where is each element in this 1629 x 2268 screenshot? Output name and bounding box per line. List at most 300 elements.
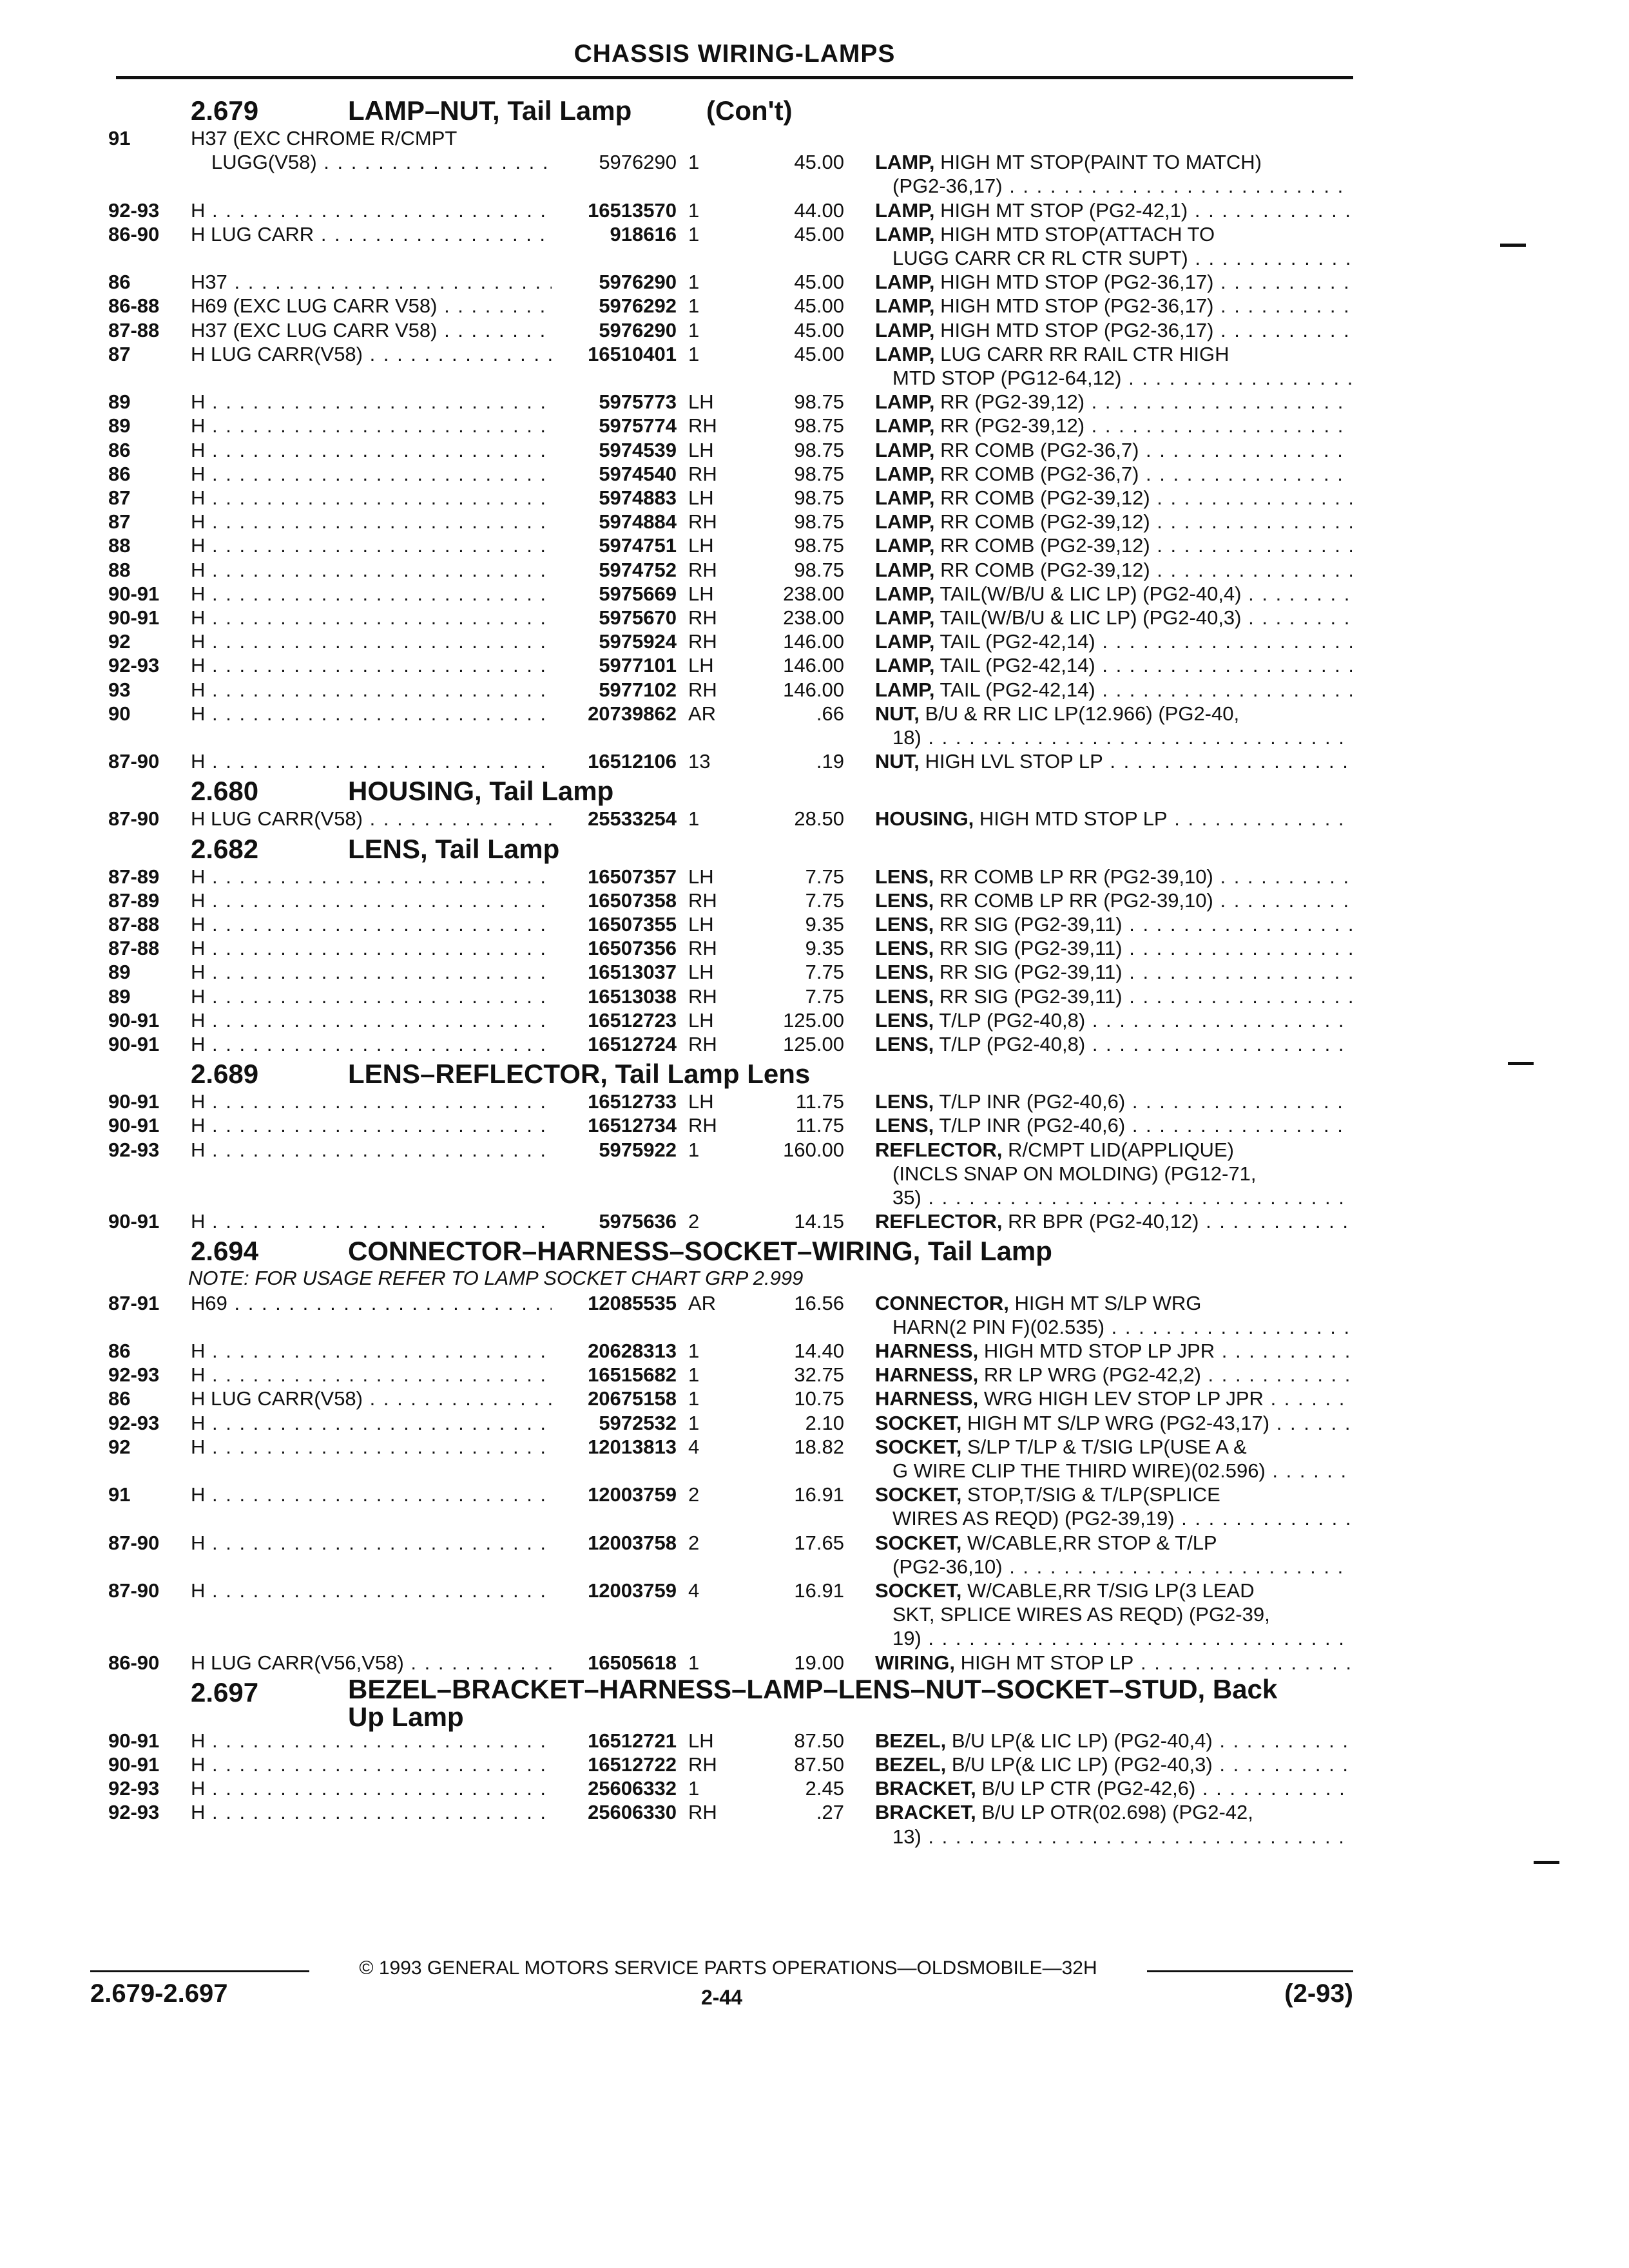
model-code: H LUG CARR(V58) . . .	[191, 342, 552, 366]
model-years: 90-91	[108, 1033, 160, 1055]
model-code: H . . .	[191, 1339, 552, 1363]
description-text: W/CABLE,RR T/SIG LP(3 LEAD	[967, 1579, 1255, 1602]
description-text: R/CMPT LID(APPLIQUE)	[1008, 1138, 1234, 1161]
description-text: RR SIG (PG2-39,11)	[939, 913, 1123, 936]
part-row	[0, 678, 1629, 702]
model-years: 87-91	[108, 1291, 160, 1314]
quantity: 1	[688, 1363, 700, 1387]
description-text: T/LP INR (PG2-40,6)	[939, 1090, 1126, 1113]
description-text: RR COMB (PG2-39,12)	[940, 558, 1150, 581]
quantity: RH	[688, 1753, 717, 1776]
part-number: 5975636	[599, 1210, 677, 1233]
model-years: 88	[108, 534, 131, 557]
price: 98.75	[794, 414, 844, 437]
part-row	[0, 889, 1629, 912]
part-row	[0, 558, 1629, 582]
quantity: RH	[688, 1801, 717, 1824]
description-noun: LAMP,	[875, 630, 935, 653]
description-noun: LENS,	[875, 1008, 934, 1032]
title-rule	[116, 76, 1353, 79]
quantity: 1	[688, 271, 700, 294]
description-text: T/LP (PG2-40,8)	[939, 1008, 1086, 1032]
description-text: HIGH MT STOP(PAINT TO MATCH)	[940, 151, 1262, 174]
part-row	[0, 533, 1629, 557]
part-row	[0, 1435, 1629, 1459]
quantity: RH	[688, 678, 717, 701]
part-row	[0, 807, 1629, 831]
description	[875, 270, 1352, 294]
model-years: 90-91	[108, 1090, 160, 1113]
description-noun: HARNESS,	[875, 1340, 979, 1362]
price: 45.00	[794, 222, 844, 245]
model-code-continued: LUGG(V58) . . .	[211, 150, 546, 174]
model-years: 91	[108, 127, 131, 149]
description-noun: LAMP,	[875, 654, 935, 677]
description-continued: WIRES AS REQD) (PG2-39,19) . . .	[892, 1506, 1352, 1530]
model-years: 86	[108, 1340, 131, 1362]
quantity: LH	[688, 1090, 714, 1113]
part-number: 20675158	[588, 1387, 677, 1410]
model-code: H . . .	[191, 678, 552, 702]
model-years: 87-88	[108, 937, 160, 960]
description-noun: LAMP,	[875, 222, 935, 245]
description	[875, 198, 1352, 222]
description-text: RR COMB (PG2-36,7)	[940, 438, 1139, 461]
price: 18.82	[794, 1435, 844, 1458]
part-number: 5975774	[599, 414, 677, 437]
section-note: NOTE: FOR USAGE REFER TO LAMP SOCKET CHART GRP 2.999	[188, 1267, 804, 1290]
model-years: 87-88	[108, 318, 160, 341]
description-continued: (PG2-36,10) . . .	[892, 1555, 1352, 1579]
quantity: RH	[688, 414, 717, 437]
model-years: 92-93	[108, 1801, 160, 1824]
model-code: H . . .	[191, 1729, 552, 1753]
description-continued: SKT, SPLICE WIRES AS REQD) (PG2-39,	[892, 1603, 1270, 1626]
part-row	[0, 1387, 1629, 1410]
model-years: 89	[108, 390, 131, 414]
description-noun: BRACKET,	[875, 1777, 976, 1800]
model-code: H69 . . .	[191, 1291, 552, 1315]
model-code: H . . .	[191, 1435, 552, 1459]
description-noun: LENS,	[875, 961, 934, 984]
model-years: 92-93	[108, 654, 160, 677]
model-years: 90-91	[108, 606, 160, 629]
section-title-line2: Up Lamp	[348, 1701, 464, 1732]
description	[875, 414, 1352, 437]
price: 98.75	[794, 558, 844, 581]
part-row	[0, 865, 1629, 889]
description-noun: LENS,	[875, 985, 934, 1008]
description	[875, 1776, 1352, 1800]
price: 11.75	[795, 1114, 844, 1137]
section-continued: (Con't)	[706, 95, 793, 126]
price: 45.00	[794, 151, 844, 174]
part-row	[0, 1363, 1629, 1387]
description	[875, 1291, 1352, 1315]
description-noun: BRACKET,	[875, 1801, 976, 1824]
description	[875, 865, 1352, 889]
price: 98.75	[794, 534, 844, 557]
description-noun: LAMP,	[875, 198, 935, 222]
description-noun: LAMP,	[875, 318, 935, 341]
quantity: LH	[688, 865, 714, 888]
part-row	[0, 1291, 1629, 1315]
model-years: 88	[108, 558, 131, 581]
part-number: 16515682	[588, 1363, 677, 1387]
description-noun: BEZEL,	[875, 1753, 947, 1776]
description-continued: 13) . . .	[892, 1825, 1352, 1849]
section-number: 2.689	[191, 1059, 259, 1090]
description-text: W/CABLE,RR STOP & T/LP	[967, 1531, 1217, 1554]
description	[875, 985, 1352, 1008]
description	[875, 1483, 1352, 1506]
description-text: HIGH MTD STOP (PG2-36,17)	[940, 318, 1214, 341]
description-text: HIGH MTD STOP LP JPR	[983, 1340, 1215, 1362]
description-text: HIGH MT S/LP WRG	[1014, 1291, 1202, 1314]
description-text: TAIL(W/B/U & LIC LP) (PG2-40,4)	[940, 582, 1242, 605]
description	[875, 1090, 1352, 1113]
description-noun: SOCKET,	[875, 1483, 962, 1506]
model-code: H . . .	[191, 1113, 552, 1137]
part-row	[0, 1411, 1629, 1435]
description	[875, 629, 1352, 653]
model-years: 90	[108, 702, 131, 725]
model-code: H . . .	[191, 1753, 552, 1776]
model-years: 86-90	[108, 1651, 160, 1674]
part-number: 16507357	[588, 865, 677, 888]
model-code: H . . .	[191, 1090, 552, 1113]
description-text: HIGH MTD STOP(ATTACH TO	[940, 222, 1215, 245]
description-noun: REFLECTOR,	[875, 1138, 1003, 1161]
description-text: T/LP INR (PG2-40,6)	[939, 1114, 1126, 1137]
model-code: H . . .	[191, 533, 552, 557]
description-text: B/U LP(& LIC LP) (PG2-40,3)	[951, 1753, 1213, 1776]
description-noun: LAMP,	[875, 558, 935, 581]
model-code: H . . .	[191, 1008, 552, 1032]
description	[875, 438, 1352, 462]
model-years: 87-90	[108, 1531, 160, 1554]
part-number: 5974752	[599, 558, 677, 581]
footer-copyright: © 1993 GENERAL MOTORS SERVICE PARTS OPERATIONS—OLDSMOBILE—32H	[359, 1957, 1097, 1979]
part-number: 25533254	[588, 807, 677, 831]
price: 11.75	[795, 1090, 844, 1113]
price: 14.40	[794, 1340, 844, 1362]
description	[875, 678, 1352, 702]
part-number: 16512724	[588, 1033, 677, 1055]
section-number: 2.680	[191, 776, 259, 807]
description-text: B/U LP CTR (PG2-42,6)	[981, 1777, 1196, 1800]
description-text: RR (PG2-39,12)	[940, 414, 1085, 437]
model-years: 90-91	[108, 1008, 160, 1032]
price: 2.10	[805, 1411, 844, 1434]
price: 45.00	[794, 318, 844, 341]
price: 7.75	[805, 961, 844, 984]
price: 98.75	[794, 390, 844, 414]
description	[875, 1651, 1352, 1675]
description-noun: LAMP,	[875, 151, 935, 174]
part-number: 16507356	[588, 937, 677, 960]
part-row	[0, 1776, 1629, 1800]
quantity: RH	[688, 630, 717, 653]
model-years: 92-93	[108, 1777, 160, 1800]
part-row	[0, 222, 1629, 246]
part-number: 16510401	[588, 342, 677, 365]
description	[875, 1008, 1352, 1032]
model-code: H . . .	[191, 1411, 552, 1435]
part-row	[0, 1483, 1629, 1506]
model-code: H . . .	[191, 629, 552, 653]
part-number: 16512733	[588, 1090, 677, 1113]
model-code: H . . .	[191, 486, 552, 510]
model-code: H . . .	[191, 653, 552, 677]
quantity: LH	[688, 1008, 714, 1032]
model-years: 86	[108, 1387, 131, 1410]
part-number: 16513570	[588, 198, 677, 222]
description	[875, 1138, 1352, 1162]
model-code: H . . .	[191, 1579, 552, 1602]
description-noun: HOUSING,	[875, 807, 974, 831]
description	[875, 582, 1352, 606]
description	[875, 1387, 1352, 1410]
description	[875, 390, 1352, 414]
description	[875, 1435, 1352, 1459]
quantity: RH	[688, 1033, 717, 1055]
price: 16.91	[794, 1483, 844, 1506]
description-continued: MTD STOP (PG12-64,12) . . .	[892, 366, 1352, 390]
part-row	[0, 126, 1629, 150]
description-text: TAIL (PG2-42,14)	[940, 654, 1095, 677]
model-years: 87	[108, 510, 131, 533]
description-continued: LUGG CARR CR RL CTR SUPT) . . .	[892, 246, 1352, 270]
price: 45.00	[794, 294, 844, 318]
description-text: S/LP T/LP & T/SIG LP(USE A &	[967, 1435, 1247, 1458]
model-code: H69 (EXC LUG CARR V58) . . .	[191, 294, 552, 318]
part-number: 16512723	[588, 1008, 677, 1032]
model-years: 90-91	[108, 582, 160, 605]
part-row	[0, 1651, 1629, 1675]
model-years: 92	[108, 630, 131, 653]
description-text: RR SIG (PG2-39,11)	[939, 961, 1123, 984]
part-number: 25606330	[588, 1801, 677, 1824]
part-row	[0, 438, 1629, 462]
description-continued: (INCLS SNAP ON MOLDING) (PG12-71,	[892, 1162, 1257, 1185]
quantity: 1	[688, 318, 700, 341]
quantity: RH	[688, 462, 717, 485]
description	[875, 702, 1352, 726]
page-title: CHASSIS WIRING-LAMPS	[574, 40, 896, 68]
model-code: H . . .	[191, 1776, 552, 1800]
quantity: LH	[688, 534, 714, 557]
quantity: RH	[688, 510, 717, 533]
price: 14.15	[794, 1210, 844, 1233]
quantity: 1	[688, 1138, 700, 1161]
quantity: 1	[688, 198, 700, 222]
model-years: 91	[108, 1483, 131, 1506]
description-text: HIGH LVL STOP LP	[925, 750, 1103, 773]
footer-page-number: 2-44	[700, 1986, 743, 2009]
model-code: H . . .	[191, 889, 552, 912]
margin-mark	[1500, 244, 1526, 247]
part-number: 12003759	[588, 1483, 677, 1506]
description-text: HIGH MTD STOP (PG2-36,17)	[940, 294, 1214, 318]
section-number: 2.694	[191, 1236, 259, 1267]
part-number: 16513038	[588, 985, 677, 1008]
quantity: 1	[688, 222, 700, 245]
description	[875, 1209, 1352, 1233]
price: 98.75	[794, 510, 844, 533]
section-number: 2.679	[191, 95, 259, 126]
description-text: RR LP WRG (PG2-42,2)	[983, 1363, 1201, 1387]
description-noun: HARNESS,	[875, 1387, 979, 1410]
quantity: 2	[688, 1531, 700, 1554]
description-continued: HARN(2 PIN F)(02.535) . . .	[892, 1315, 1352, 1339]
part-number: 5974883	[599, 486, 677, 509]
quantity: 1	[688, 1340, 700, 1362]
part-row	[0, 629, 1629, 653]
description-noun: LENS,	[875, 1033, 934, 1055]
description-text: RR COMB (PG2-39,12)	[940, 510, 1150, 533]
part-row	[0, 198, 1629, 222]
model-code: H . . .	[191, 912, 552, 936]
part-number: 12085535	[588, 1291, 677, 1314]
description	[875, 749, 1352, 773]
part-number: 5977101	[599, 654, 677, 677]
description-text: RR COMB LP RR (PG2-39,10)	[939, 865, 1213, 888]
section-title: HOUSING, Tail Lamp	[348, 776, 614, 807]
part-number: 16507358	[588, 889, 677, 912]
model-years: 89	[108, 961, 131, 984]
description	[875, 936, 1352, 960]
description	[875, 1531, 1352, 1555]
description-text: HIGH MTD STOP LP	[979, 807, 1168, 831]
quantity: 1	[688, 151, 700, 174]
footer-date: (2-93)	[1284, 1979, 1353, 2008]
model-years: 87-89	[108, 865, 160, 888]
part-row	[0, 1531, 1629, 1555]
part-row	[0, 1138, 1629, 1162]
part-number: 5977102	[599, 678, 677, 701]
quantity: LH	[688, 390, 714, 414]
description	[875, 1800, 1352, 1824]
price: 7.75	[805, 985, 844, 1008]
description	[875, 1032, 1352, 1056]
description-noun: LAMP,	[875, 271, 935, 294]
model-code: H . . .	[191, 558, 552, 582]
price: 238.00	[783, 582, 844, 605]
part-number: 16505618	[588, 1651, 677, 1674]
part-row	[0, 1008, 1629, 1032]
description-text: HIGH MT STOP LP	[960, 1651, 1134, 1674]
price: .66	[816, 702, 844, 725]
part-row	[0, 1209, 1629, 1233]
price: 146.00	[783, 654, 844, 677]
model-code: H37 (EXC CHROME R/CMPT	[191, 127, 458, 149]
description-text: HIGH MTD STOP (PG2-36,17)	[940, 271, 1214, 294]
price: 17.65	[794, 1531, 844, 1554]
price: 87.50	[794, 1753, 844, 1776]
quantity: LH	[688, 1729, 714, 1752]
margin-mark	[1534, 1861, 1559, 1864]
quantity: RH	[688, 889, 717, 912]
model-code: H . . .	[191, 1531, 552, 1555]
model-code: H . . .	[191, 1032, 552, 1056]
part-row	[0, 582, 1629, 606]
model-code: H LUG CARR(V58) . . .	[191, 807, 552, 831]
price: 19.00	[794, 1651, 844, 1674]
description-noun: LAMP,	[875, 678, 935, 701]
part-number: 5974540	[599, 462, 677, 485]
part-row	[0, 985, 1629, 1008]
price: 45.00	[794, 342, 844, 365]
description	[875, 912, 1352, 936]
description-noun: LAMP,	[875, 534, 935, 557]
part-number: 918616	[610, 222, 677, 245]
description-noun: SOCKET,	[875, 1579, 962, 1602]
model-years: 86-88	[108, 294, 160, 318]
section-title: LENS, Tail Lamp	[348, 833, 560, 864]
part-number: 20628313	[588, 1340, 677, 1362]
part-row	[0, 342, 1629, 366]
description	[875, 558, 1352, 582]
model-code: H . . .	[191, 438, 552, 462]
description	[875, 342, 1352, 366]
part-row	[0, 1800, 1629, 1824]
quantity: LH	[688, 913, 714, 936]
part-number: 5975922	[599, 1138, 677, 1161]
part-row	[0, 486, 1629, 510]
description-text: RR BPR (PG2-40,12)	[1008, 1210, 1199, 1233]
description-text: T/LP (PG2-40,8)	[939, 1033, 1086, 1055]
description	[875, 1753, 1352, 1776]
part-row	[0, 1339, 1629, 1363]
quantity: LH	[688, 582, 714, 605]
price: 125.00	[783, 1033, 844, 1055]
description	[875, 533, 1352, 557]
price: 98.75	[794, 486, 844, 509]
model-years: 89	[108, 414, 131, 437]
section-title: BEZEL–BRACKET–HARNESS–LAMP–LENS–NUT–SOCKET–STUD, Back	[348, 1673, 1278, 1704]
part-row	[0, 462, 1629, 486]
part-number: 5976290	[599, 271, 677, 294]
price: .19	[816, 750, 844, 773]
price: 146.00	[783, 678, 844, 701]
part-row	[0, 912, 1629, 936]
section-title: LAMP–NUT, Tail Lamp	[348, 95, 632, 126]
price: 44.00	[794, 198, 844, 222]
price: 45.00	[794, 271, 844, 294]
description-text: RR SIG (PG2-39,11)	[939, 985, 1123, 1008]
description-noun: LAMP,	[875, 438, 935, 461]
description-noun: LAMP,	[875, 582, 935, 605]
part-number: 5975924	[599, 630, 677, 653]
quantity: LH	[688, 486, 714, 509]
model-code: H LUG CARR . . .	[191, 222, 552, 246]
model-code: H . . .	[191, 1483, 552, 1506]
model-code: H37 (EXC LUG CARR V58) . . .	[191, 318, 552, 342]
quantity: RH	[688, 558, 717, 581]
quantity: 1	[688, 1651, 700, 1674]
description-text: RR SIG (PG2-39,11)	[939, 937, 1123, 960]
description	[875, 318, 1352, 342]
model-code: H . . .	[191, 390, 552, 414]
model-years: 86	[108, 271, 131, 294]
model-code: H . . .	[191, 702, 552, 726]
description-noun: REFLECTOR,	[875, 1210, 1003, 1233]
part-row	[0, 294, 1629, 318]
model-code: H . . .	[191, 960, 552, 984]
quantity: RH	[688, 606, 717, 629]
model-years: 92-93	[108, 1363, 160, 1387]
